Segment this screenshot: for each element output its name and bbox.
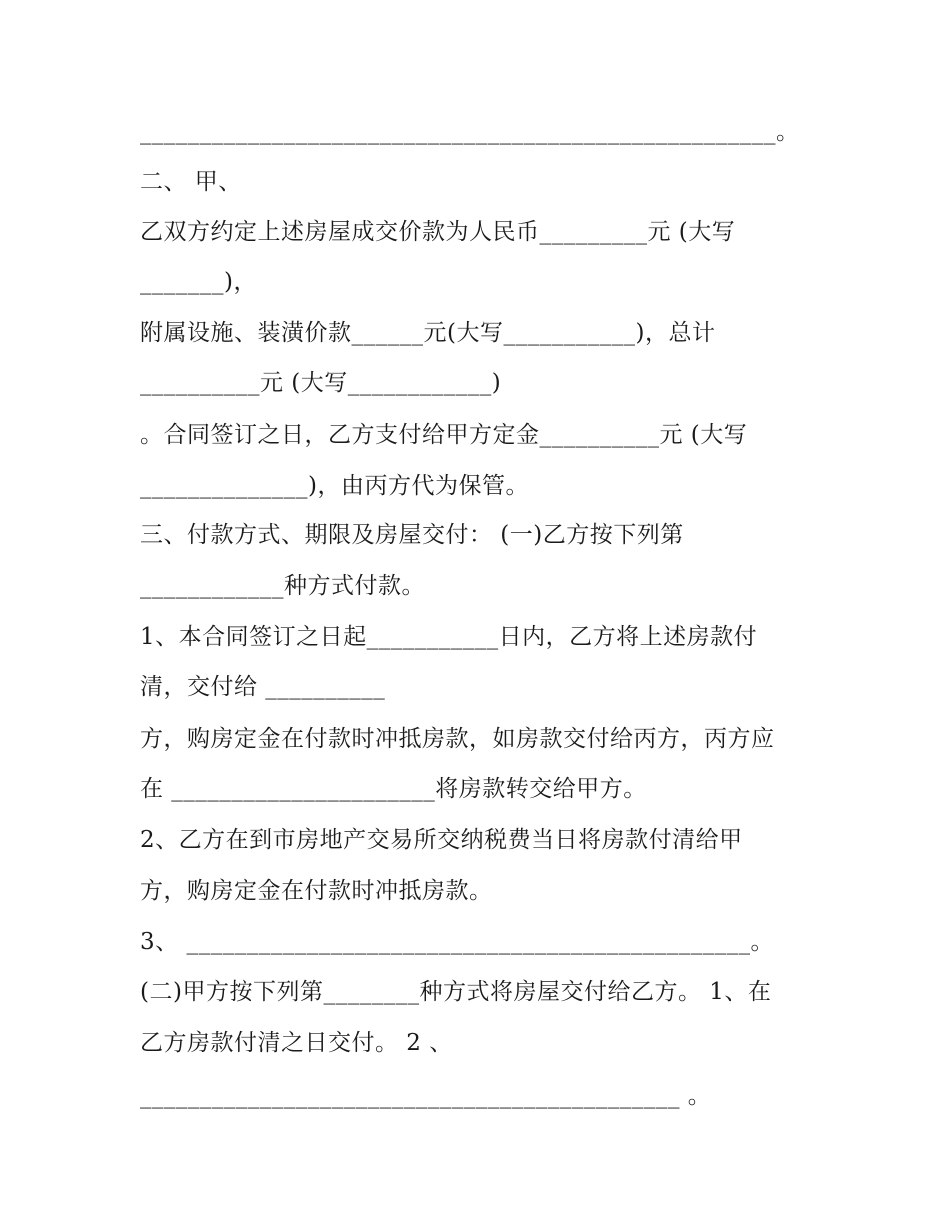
text-line: 附属设施、装潢价款______元(大写___________)，总计 [140,320,716,346]
text-line: 2、乙方在到市房地产交易所交纳税费当日将房款付清给甲 [140,827,743,853]
text-line: 方，购房定金在付款时冲抵房款，如房款交付给丙方，丙方应 [140,726,775,752]
text-line: 乙双方约定上述房屋成交价款为人民币_________元 (大写 [140,219,736,245]
text-line: 二、 甲、 [140,169,242,195]
text-line: 在 ______________________将房款转交给甲方。 [140,776,647,802]
text-line: (二)甲方按下列第________种方式将房屋交付给乙方。 1、在 [140,979,772,1005]
text-line: 清，交付给 __________ [140,674,386,700]
text-line: 三、付款方式、期限及房屋交付： (一)乙方按下列第 [140,522,684,548]
text-line: 。合同签订之日，乙方支付给甲方定金__________元 (大写 [140,422,748,448]
text-line: _____________________________________________________。 [140,119,800,145]
text-line: 3、 _______________________________________________。 [140,929,774,955]
text-line: __________元 (大写____________) [140,370,502,396]
text-line: _______)， [140,269,257,295]
text-line: 乙方房款付清之日交付。 2 、 [140,1030,453,1056]
text-line: 1、本合同签订之日起___________日内，乙方将上述房款付 [140,624,758,650]
text-line: ______________)，由丙方代为保管。 [140,473,529,499]
text-line: ____________种方式付款。 [140,573,425,599]
text-line: 方，购房定金在付款时冲抵房款。 [140,878,493,904]
text-line: _____________________________________________ 。 [140,1083,712,1109]
